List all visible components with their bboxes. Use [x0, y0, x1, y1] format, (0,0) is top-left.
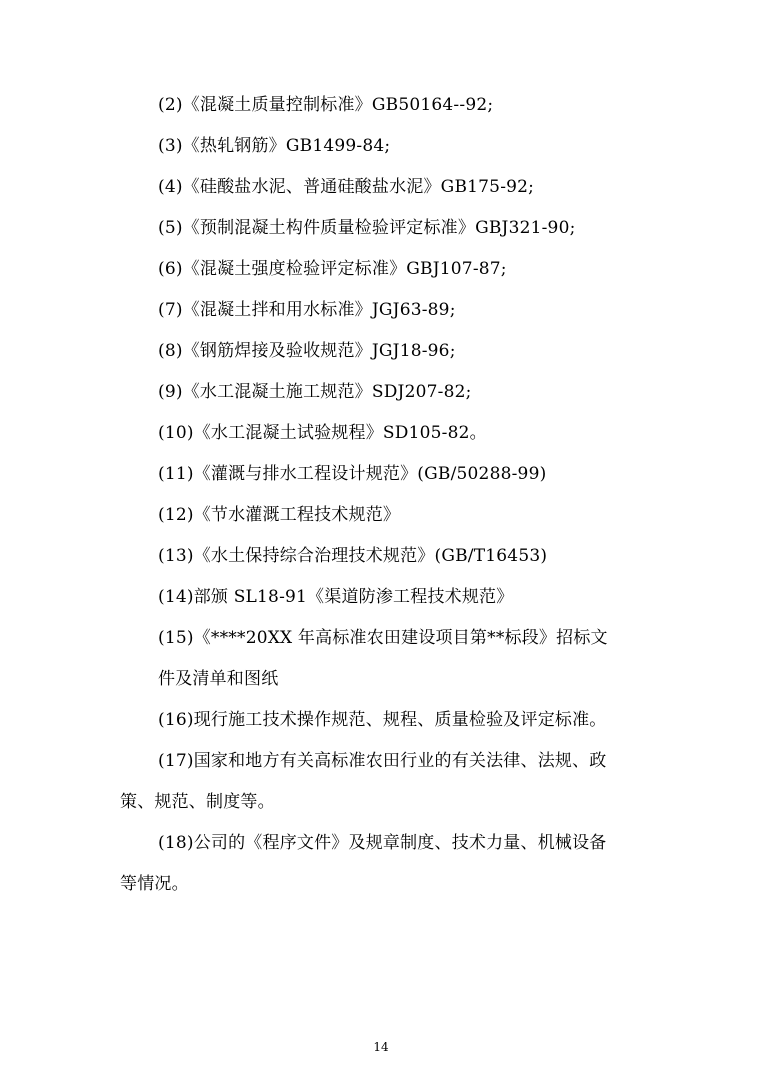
list-item-17-continuation: 策、规范、制度等。 [120, 792, 275, 812]
list-item-5: (5)《预制混凝土构件质量检验评定标准》GBJ321-90; [158, 218, 576, 238]
list-item-8: (8)《钢筋焊接及验收规范》JGJ18-96; [158, 341, 456, 361]
list-item-10: (10)《水工混凝土试验规程》SD105-82。 [158, 423, 487, 443]
list-item-15-continuation: 件及清单和图纸 [158, 669, 279, 689]
list-item-18-continuation: 等情况。 [120, 874, 189, 894]
list-item-11: (11)《灌溉与排水工程设计规范》(GB/50288-99) [158, 464, 547, 484]
list-item-9: (9)《水工混凝土施工规范》SDJ207-82; [158, 382, 472, 402]
list-item-4: (4)《硅酸盐水泥、普通硅酸盐水泥》GB175-92; [158, 177, 535, 197]
list-item-14: (14)部颁 SL18-91《渠道防渗工程技术规范》 [158, 587, 514, 607]
list-item-17: (17)国家和地方有关高标准农田行业的有关法律、法规、政 [158, 751, 607, 771]
list-item-15: (15)《****20XX 年高标准农田建设项目第**标段》招标文 [158, 628, 608, 648]
list-item-18: (18)公司的《程序文件》及规章制度、技术力量、机械设备 [158, 833, 607, 853]
list-item-13: (13)《水土保持综合治理技术规范》(GB/T16453) [158, 546, 548, 566]
list-item-3: (3)《热轧钢筋》GB1499-84; [158, 136, 391, 156]
list-item-12: (12)《节水灌溉工程技术规范》 [158, 505, 401, 525]
list-item-7: (7)《混凝土拌和用水标准》JGJ63-89; [158, 300, 456, 320]
page-number: 14 [373, 1040, 389, 1054]
list-item-6: (6)《混凝土强度检验评定标准》GBJ107-87; [158, 259, 507, 279]
list-item-16: (16)现行施工技术操作规范、规程、质量检验及评定标准。 [158, 710, 607, 730]
list-item-2: (2)《混凝土质量控制标准》GB50164--92; [158, 95, 494, 115]
